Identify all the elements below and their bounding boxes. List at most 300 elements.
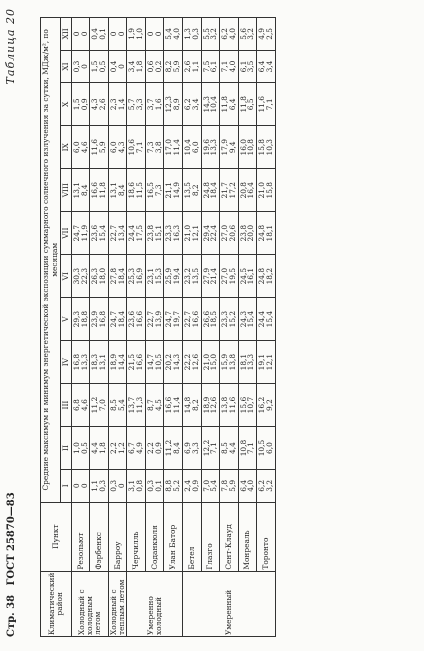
min-value: 3,4 — [190, 98, 200, 111]
climate-cell: Холодный с холодным летом — [71, 571, 108, 636]
max-value: 27,8 — [108, 267, 118, 285]
min-value: 4,3 — [116, 141, 126, 154]
value-cell — [127, 212, 146, 255]
value-cell — [108, 126, 127, 169]
max-value: 0 — [108, 31, 118, 37]
min-value: 20,6 — [227, 224, 237, 242]
value-cell — [257, 169, 276, 212]
max-value: 23,3 — [164, 224, 174, 242]
min-value: 0,2 — [153, 60, 163, 73]
climate-column-header: Климатический район — [41, 571, 72, 636]
min-value: 11,9 — [79, 224, 89, 242]
min-value: 10,4 — [209, 96, 219, 113]
value-cell — [108, 50, 127, 83]
min-value: 5,4 — [116, 399, 126, 411]
max-value: 0,4 — [108, 60, 118, 73]
min-value: 18,4 — [209, 182, 219, 199]
min-value: 14,9 — [172, 182, 182, 199]
value-cell — [108, 83, 127, 126]
value-cell — [145, 470, 164, 503]
max-value: 16,6 — [164, 396, 174, 414]
value-cell — [201, 427, 220, 470]
value-cell — [90, 427, 109, 470]
value-cell — [71, 126, 90, 169]
min-value: 13,3 — [209, 139, 219, 156]
value-cell — [182, 427, 201, 470]
value-cell — [145, 255, 164, 298]
min-value: 12,6 — [190, 353, 200, 371]
min-value: 8,9 — [172, 98, 182, 111]
min-value: 13,8 — [227, 353, 237, 371]
table-row — [71, 18, 90, 637]
month-header: IV — [61, 341, 72, 384]
max-value: 0,3 — [108, 479, 118, 492]
value-cell — [90, 18, 109, 51]
table-row — [164, 18, 183, 637]
value-cell — [201, 341, 220, 384]
min-value: 8,4 — [116, 184, 126, 197]
max-value: 11,8 — [220, 96, 230, 113]
value-cell — [238, 18, 257, 51]
max-value: 1,0 — [71, 442, 81, 454]
value-cell — [127, 50, 146, 83]
min-value: 0 — [79, 483, 89, 489]
max-value: 6,0 — [71, 141, 81, 154]
max-value: 8,8 — [164, 479, 174, 492]
max-value: 11,2 — [164, 439, 174, 457]
min-value: 3,5 — [246, 60, 256, 73]
value-cell — [108, 18, 127, 51]
max-value: 7,8 — [220, 479, 230, 492]
min-value: 13,1 — [98, 353, 108, 371]
min-value: 6,0 — [190, 141, 200, 154]
max-value: 8,2 — [164, 60, 174, 73]
min-value: 0,5 — [79, 442, 89, 454]
min-value: 13,5 — [190, 267, 200, 285]
value-cell — [71, 384, 90, 427]
min-value: 0 — [116, 31, 126, 37]
max-value: 7,5 — [201, 60, 211, 73]
max-value: 0 — [145, 31, 155, 37]
max-value: 6,1 — [238, 60, 248, 73]
min-value: 16,1 — [246, 267, 256, 285]
min-value: 4,6 — [79, 399, 89, 411]
min-value: 1,8 — [135, 60, 145, 73]
value-cell — [164, 18, 183, 51]
table-row — [238, 18, 257, 637]
value-cell — [164, 50, 183, 83]
max-value: 18,1 — [238, 353, 248, 371]
min-value: 11,4 — [172, 139, 182, 156]
min-value: 0,1 — [98, 27, 108, 40]
min-value: 9,4 — [227, 141, 237, 154]
min-value: 16,9 — [135, 267, 145, 285]
min-value: 11,6 — [227, 396, 237, 414]
value-cell — [182, 298, 201, 341]
min-value: 0 — [153, 31, 163, 37]
max-value: 24,7 — [164, 310, 174, 328]
value-cell — [220, 126, 239, 169]
min-value: 22,3 — [79, 267, 89, 285]
max-value: 6,2 — [182, 98, 192, 111]
max-value: 0,6 — [145, 60, 155, 73]
max-value: 22,7 — [145, 310, 155, 328]
caption-header: Средние максимум и минимум энергетической экспозиции суммарного солнечного излучения за сутки, МДж/м², по месяцам — [41, 18, 61, 503]
value-cell — [90, 470, 109, 503]
min-value: 1,8 — [98, 442, 108, 454]
min-value: 1,2 — [116, 442, 126, 454]
max-value: 19,1 — [257, 353, 267, 371]
min-value: 8,4 — [172, 442, 182, 454]
value-cell — [90, 126, 109, 169]
max-value: 21,7 — [220, 182, 230, 199]
max-value: 24,7 — [71, 224, 81, 242]
min-value: 16,4 — [246, 182, 256, 199]
value-cell — [127, 255, 146, 298]
max-value: 10,5 — [257, 439, 267, 457]
max-value: 25,9 — [164, 267, 174, 285]
data-table — [40, 17, 276, 637]
min-value: 6,0 — [264, 442, 274, 454]
value-cell — [257, 384, 276, 427]
value-cell — [238, 470, 257, 503]
max-value: 6,0 — [108, 141, 118, 154]
max-value: 16,2 — [257, 396, 267, 414]
max-value: 2,6 — [182, 60, 192, 73]
min-value: 22,4 — [209, 224, 219, 242]
max-value: 24,7 — [108, 310, 118, 328]
min-value: 6,5 — [246, 98, 256, 111]
min-value: 0,9 — [79, 98, 89, 111]
value-cell — [108, 427, 127, 470]
value-cell — [257, 126, 276, 169]
max-value: 23,1 — [145, 267, 155, 285]
value-cell — [220, 341, 239, 384]
value-cell — [220, 50, 239, 83]
value-cell — [238, 341, 257, 384]
max-value: 5,4 — [164, 27, 174, 40]
max-value: 0 — [71, 31, 81, 37]
value-cell — [182, 169, 201, 212]
min-value: 12,1 — [190, 224, 200, 242]
max-value: 2,3 — [108, 98, 118, 111]
min-value: 0 — [116, 64, 126, 69]
max-value: 1,5 — [71, 98, 81, 111]
value-cell — [201, 298, 220, 341]
min-value: 10,3 — [264, 139, 274, 156]
value-cell — [238, 83, 257, 126]
min-value: 10,8 — [246, 139, 256, 156]
max-value: 27,0 — [220, 224, 230, 242]
max-value: 2,2 — [108, 442, 118, 454]
max-value: 11,6 — [90, 139, 100, 156]
month-header: II — [61, 427, 72, 470]
max-value: 14,3 — [201, 96, 211, 113]
month-header: VI — [61, 255, 72, 298]
value-cell — [182, 83, 201, 126]
table-row — [182, 18, 201, 637]
max-value: 16,6 — [90, 182, 100, 199]
max-value: 2,4 — [182, 479, 192, 492]
min-value: 0 — [79, 31, 89, 37]
min-value: 19,7 — [172, 310, 182, 328]
max-value: 26,6 — [201, 310, 211, 328]
max-value: 25,3 — [127, 267, 137, 285]
max-value: 18,9 — [201, 396, 211, 414]
value-cell — [201, 255, 220, 298]
value-cell — [257, 298, 276, 341]
value-cell — [164, 298, 183, 341]
value-cell — [238, 427, 257, 470]
point-cell: Соданкюля — [145, 502, 164, 571]
max-value: 29,4 — [201, 224, 211, 242]
value-cell — [182, 341, 201, 384]
max-value: 1,3 — [182, 27, 192, 40]
min-value: 1,6 — [153, 98, 163, 111]
min-value: 15,4 — [98, 224, 108, 242]
max-value: 21,5 — [127, 353, 137, 371]
max-value: 6,7 — [127, 442, 137, 454]
max-value: 10,8 — [238, 439, 248, 457]
min-value: 2,5 — [264, 27, 274, 40]
value-cell — [145, 83, 164, 126]
value-cell — [71, 298, 90, 341]
point-cell: Барроу — [108, 502, 127, 571]
max-value: 5,7 — [127, 98, 137, 111]
max-value: 14,8 — [182, 396, 192, 414]
value-cell — [238, 169, 257, 212]
value-cell — [71, 169, 90, 212]
min-value: 0,1 — [153, 479, 163, 492]
point-cell: Резольют — [71, 502, 90, 571]
min-value: 19,5 — [227, 267, 237, 285]
max-value: 22,7 — [108, 224, 118, 242]
value-cell — [90, 212, 109, 255]
max-value: 23,8 — [238, 224, 248, 242]
max-value: 6,9 — [182, 442, 192, 454]
value-cell — [108, 341, 127, 384]
max-value: 5,5 — [201, 27, 211, 40]
min-value: 4,0 — [246, 479, 256, 492]
value-cell — [164, 126, 183, 169]
page-label: Стр. 38 — [6, 594, 17, 637]
max-value: 10,6 — [127, 139, 137, 156]
min-value: 18,0 — [98, 267, 108, 285]
value-cell — [90, 83, 109, 126]
min-value: 6,4 — [227, 98, 237, 111]
min-value: 11,8 — [98, 182, 108, 199]
min-value: 3,8 — [153, 141, 163, 154]
max-value: 18,9 — [108, 353, 118, 371]
standard-code: ГОСТ 25870—83 — [6, 492, 17, 586]
min-value: 16,6 — [135, 310, 145, 328]
value-cell — [71, 212, 90, 255]
month-header: I — [61, 470, 72, 503]
value-cell — [145, 384, 164, 427]
min-value: 3,2 — [209, 27, 219, 40]
min-value: 13,4 — [116, 224, 126, 242]
value-cell — [257, 470, 276, 503]
min-value: 4,4 — [227, 442, 237, 454]
table-row — [201, 18, 220, 637]
value-cell — [71, 427, 90, 470]
max-value: 17,0 — [164, 139, 174, 156]
min-value: 15,4 — [264, 310, 274, 328]
value-cell — [90, 298, 109, 341]
value-cell — [145, 50, 164, 83]
value-cell — [182, 50, 201, 83]
min-value: 3,3 — [135, 98, 145, 111]
value-cell — [257, 255, 276, 298]
max-value: 6,2 — [257, 479, 267, 492]
value-cell — [164, 255, 183, 298]
max-value: 14,7 — [145, 353, 155, 371]
max-value: 6,8 — [71, 399, 81, 411]
min-value: 15,4 — [246, 310, 256, 328]
value-cell — [257, 50, 276, 83]
value-cell — [127, 384, 146, 427]
max-value: 24,8 — [257, 224, 267, 242]
min-value: 3,4 — [264, 60, 274, 73]
min-value: 15,3 — [153, 267, 163, 285]
value-cell — [220, 384, 239, 427]
climate-cell: Умеренный — [182, 571, 275, 636]
month-header: VIII — [61, 169, 72, 212]
min-value: 0,8 — [135, 479, 145, 492]
value-cell — [90, 255, 109, 298]
max-value: 24,5 — [238, 267, 248, 285]
min-value: 11,4 — [172, 396, 182, 414]
max-value: 20,8 — [238, 182, 248, 199]
max-value: 27,0 — [220, 267, 230, 285]
value-cell — [182, 255, 201, 298]
value-cell — [90, 384, 109, 427]
value-cell — [71, 50, 90, 83]
value-cell — [164, 212, 183, 255]
max-value: 1,9 — [127, 27, 137, 40]
value-cell — [108, 384, 127, 427]
min-value: 21,4 — [209, 267, 219, 285]
value-cell — [164, 427, 183, 470]
max-value: 12,2 — [201, 439, 211, 457]
max-value: 12,3 — [164, 96, 174, 113]
max-value: 16,8 — [71, 353, 81, 371]
min-value: 13,3 — [246, 353, 256, 371]
value-cell — [257, 341, 276, 384]
min-value: 20,0 — [246, 224, 256, 242]
month-header: IX — [61, 126, 72, 169]
max-value: 13,5 — [182, 182, 192, 199]
min-value: 1,0 — [135, 27, 145, 40]
max-value: 11,6 — [257, 96, 267, 113]
min-value: 3,2 — [246, 27, 256, 40]
max-value: 21,0 — [201, 353, 211, 371]
value-cell — [127, 18, 146, 51]
max-value: 0 — [71, 483, 81, 489]
month-header: VII — [61, 212, 72, 255]
value-cell — [71, 255, 90, 298]
point-cell: Глазго — [201, 502, 220, 571]
point-cell: Фэрбенкс — [90, 502, 109, 571]
min-value: 16,6 — [190, 310, 200, 328]
max-value: 23,8 — [145, 224, 155, 242]
max-value: 2,2 — [145, 442, 155, 454]
min-value: 5,9 — [172, 60, 182, 73]
min-value: 5,4 — [209, 479, 219, 492]
min-value: 7,3 — [153, 184, 163, 197]
value-cell — [127, 427, 146, 470]
min-value: 14,3 — [172, 353, 182, 371]
max-value: 18,3 — [90, 353, 100, 371]
min-value: 8,4 — [79, 184, 89, 197]
min-value: 7,1 — [135, 141, 145, 154]
value-cell — [182, 470, 201, 503]
month-header: V — [61, 298, 72, 341]
min-value: 18,5 — [209, 310, 219, 328]
min-value: 15,2 — [227, 310, 237, 328]
min-value: 13,3 — [79, 353, 89, 371]
min-value: 6,1 — [209, 60, 219, 73]
max-value: 6,2 — [220, 27, 230, 40]
page-header — [6, 486, 17, 637]
max-value: 4,4 — [90, 442, 100, 454]
min-value: 8,2 — [190, 399, 200, 411]
value-cell — [145, 427, 164, 470]
max-value: 1,5 — [90, 60, 100, 73]
value-cell — [238, 255, 257, 298]
min-value: 3,2 — [264, 479, 274, 492]
max-value: 26,3 — [90, 267, 100, 285]
value-cell — [182, 384, 201, 427]
max-value: 23,6 — [127, 310, 137, 328]
max-value: 19,6 — [201, 139, 211, 156]
point-cell: Улан Батор — [164, 502, 183, 571]
point-cell: Сент-Клауд — [220, 502, 239, 571]
min-value: 16,3 — [172, 224, 182, 242]
min-value: 7,1 — [246, 442, 256, 454]
min-value: 15,1 — [153, 224, 163, 242]
max-value: 18,6 — [127, 182, 137, 199]
min-value: 4,5 — [153, 399, 163, 411]
max-value: 23,2 — [182, 267, 192, 285]
min-value: 14,4 — [116, 353, 126, 371]
min-value: 0 — [79, 64, 89, 69]
month-header: X — [61, 83, 72, 126]
min-value: 1,4 — [116, 98, 126, 111]
min-value: 4,9 — [135, 442, 145, 454]
max-value: 24,4 — [127, 224, 137, 242]
max-value: 30,3 — [71, 267, 81, 285]
min-value: 4,0 — [227, 27, 237, 40]
value-cell — [201, 212, 220, 255]
min-value: 10,7 — [246, 396, 256, 414]
min-value: 18,8 — [79, 310, 89, 328]
max-value: 13,1 — [108, 182, 118, 199]
max-value: 21,0 — [182, 224, 192, 242]
value-cell — [201, 470, 220, 503]
value-cell — [108, 298, 127, 341]
max-value: 4,3 — [90, 98, 100, 111]
max-value: 7,3 — [145, 141, 155, 154]
table-row — [108, 18, 127, 637]
value-cell — [220, 255, 239, 298]
min-value: 0,9 — [190, 479, 200, 492]
max-value: 8,5 — [108, 399, 118, 411]
point-cell: Бетел — [182, 502, 201, 571]
value-cell — [71, 18, 90, 51]
min-value: 0,5 — [98, 60, 108, 73]
value-cell — [201, 126, 220, 169]
